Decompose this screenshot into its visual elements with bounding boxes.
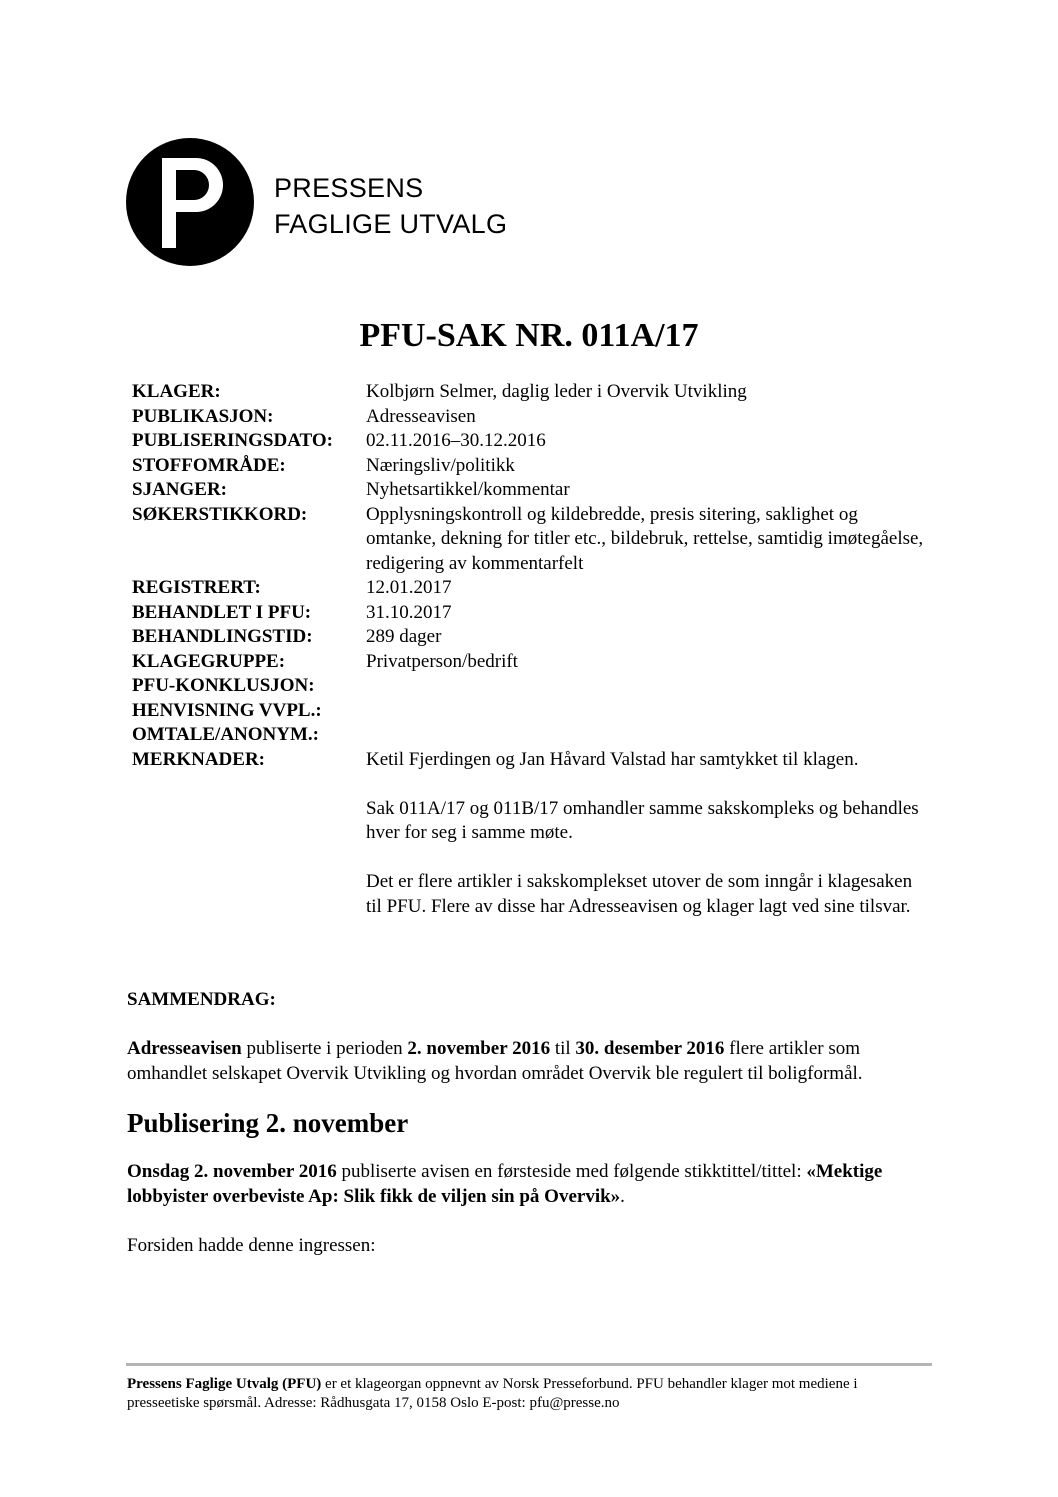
meta-key: REGISTRERT: [132, 577, 261, 598]
meta-key: BEHANDLET I PFU: [132, 601, 312, 623]
meta-row-publiseringsdato [132, 429, 932, 454]
meta-value: Nyhetsartikkel/kommentar [366, 479, 570, 500]
meta-value: Kolbjørn Selmer, daglig leder i Overvik Utvikling [366, 381, 747, 402]
meta-key: PFU-KONKLUSJON: [132, 675, 315, 696]
meta-value: 289 dager [366, 626, 442, 647]
meta-row-sokerstikkord [132, 503, 932, 577]
meta-value: Opplysningskontroll og kildebredde, presis sitering, saklighet og omtanke, dekning for titler etc., bildebruk, rettelse, samtidig imøtegåelse, redigering av kommentarfelt [366, 503, 924, 574]
meta-row-stoffomrade [132, 454, 932, 479]
meta-value: 12.01.2017 [366, 577, 452, 598]
section-heading: Publisering 2. november [127, 1108, 409, 1138]
meta-row-klager [132, 380, 932, 405]
org-name-line1: PRESSENS [274, 173, 424, 203]
meta-key: BEHANDLINGSTID: [132, 626, 313, 647]
meta-key: MERKNADER: [132, 748, 265, 770]
meta-key: SJANGER: [132, 479, 228, 500]
footer-divider [126, 1363, 932, 1366]
case-body [127, 988, 927, 1258]
case-title: PFU-SAK NR. 011A/17 [359, 317, 699, 354]
footer-org-name: Pressens Faglige Utvalg (PFU) [127, 1376, 322, 1392]
page-footer [127, 1375, 927, 1413]
meta-value: Næringsliv/politikk [366, 454, 515, 476]
section-paragraph: Onsdag 2. november 2016 publiserte avisen en førsteside med følgende stikktittel/tittel: «Mektige lobbyister overbeviste Ap: Slik fikk de viljen sin på Overvik». [127, 1161, 883, 1207]
meta-value: 02.11.2016–30.12.2016 [366, 430, 546, 451]
meta-key: KLAGEGRUPPE: [132, 650, 286, 672]
start-date: 2. november 2016 [407, 1038, 551, 1059]
merknad-note: Ketil Fjerdingen og Jan Håvard Valstad har samtykket til klagen. [366, 748, 859, 770]
meta-row-behandlingstid [132, 625, 932, 650]
meta-value: Adresseavisen [366, 405, 476, 427]
meta-row-registrert [132, 576, 932, 601]
front-page-headline: «Mektige lobbyister overbeviste Ap: Slik fikk de viljen sin på Overvik» [127, 1161, 883, 1207]
publish-date: Onsdag 2. november 2016 [127, 1161, 337, 1182]
meta-key: HENVISNING VVPL.: [132, 699, 322, 721]
org-name [274, 170, 507, 242]
meta-value: Privatperson/bedrift [366, 650, 518, 672]
merknad-note: Det er flere artikler i sakskomplekset utover de som inngår i klagesaken til PFU. Flere av disse har Adresseavisen og klager lagt ved sine tilsvar. [366, 871, 913, 917]
meta-row-konklusjon [132, 674, 932, 699]
org-name-line2: FAGLIGE UTVALG [274, 209, 508, 239]
meta-key: KLAGER: [132, 381, 221, 402]
merknad-note: Sak 011A/17 og 011B/17 omhandler samme sakskompleks og behandles hver for seg i samme møte. [366, 797, 919, 843]
publication-name: Adresseavisen [127, 1038, 242, 1059]
meta-row-behandlet [132, 601, 932, 626]
meta-key: OMTALE/ANONYM.: [132, 724, 319, 745]
summary-label: SAMMENDRAG: [127, 989, 276, 1010]
meta-row-omtale [132, 723, 932, 748]
meta-value: 31.10.2017 [366, 601, 452, 623]
footer-text: er et klageorgan oppnevnt av Norsk Presseforbund. PFU behandler klager mot mediene i presseetiske spørsmål. Adresse: Rådhusgata 17, 0158 Oslo E-post: pfu@presse.no [127, 1376, 858, 1411]
pfu-logo-icon [126, 138, 254, 266]
meta-key: STOFFOMRÅDE: [132, 454, 286, 476]
meta-value [366, 674, 932, 699]
meta-row-merknader [132, 748, 932, 920]
summary-paragraph: Adresseavisen publiserte i perioden 2. november 2016 til 30. desember 2016 flere artikler som omhandlet selskapet Overvik Utvikling og hvordan området Overvik ble regulert til boligformål. [127, 1038, 863, 1084]
meta-key: SØKERSTIKKORD: [132, 503, 308, 525]
meta-row-sjanger [132, 478, 932, 503]
meta-value [366, 723, 932, 748]
meta-value [366, 699, 932, 724]
merknader-notes [366, 748, 932, 920]
meta-key: PUBLISERINGSDATO: [132, 430, 333, 451]
meta-row-klagegruppe [132, 650, 932, 675]
meta-row-henvisning [132, 699, 932, 724]
section-paragraph-ingress: Forsiden hadde denne ingressen: [127, 1234, 376, 1256]
case-metadata [132, 380, 932, 919]
meta-key: PUBLIKASJON: [132, 405, 274, 427]
end-date: 30. desember 2016 [575, 1038, 725, 1059]
meta-row-publikasjon [132, 405, 932, 430]
